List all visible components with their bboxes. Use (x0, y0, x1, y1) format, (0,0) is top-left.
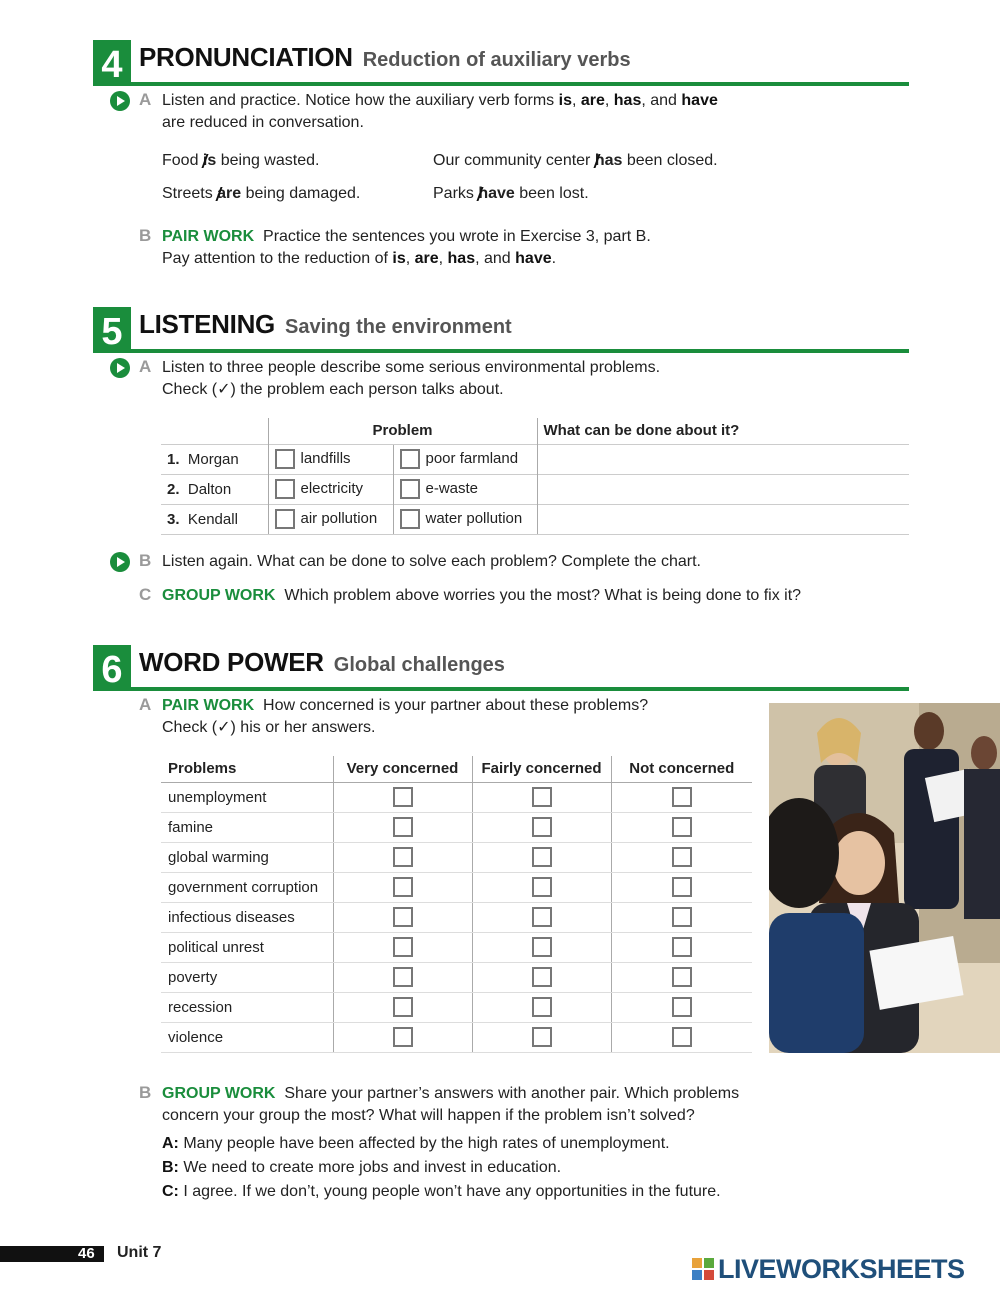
table-row: recession (161, 992, 752, 1022)
checkbox[interactable] (672, 1027, 692, 1047)
section-title: WORD POWER Global challenges (139, 647, 505, 677)
answer-field[interactable] (537, 504, 909, 534)
section-number: 4 (93, 40, 131, 86)
listening-table (161, 418, 909, 535)
table-row: 3. Kendall air pollution water pollution (161, 504, 909, 534)
checkbox[interactable] (400, 479, 420, 499)
exercise-5a-instructions: Listen to three people describe some serious environmental problems. (162, 359, 661, 376)
exercise-6a-instructions-2: Check (✓) his or her answers. (162, 719, 376, 736)
dialog-line: B: We need to create more jobs and invest in education. (162, 1159, 562, 1176)
answer-field[interactable] (537, 444, 909, 474)
pair-work-label: PAIR WORK (162, 228, 255, 245)
checkbox[interactable] (393, 907, 413, 927)
dialog-line: C: I agree. If we don’t, young people won’t have any opportunities in the future. (162, 1183, 721, 1200)
checkbox[interactable] (672, 967, 692, 987)
checkbox[interactable] (672, 847, 692, 867)
table-row: government corruption (161, 872, 752, 902)
exercise-letter: B (139, 1083, 152, 1102)
exercise-6a-instructions: PAIR WORK How concerned is your partner about these problems? (162, 697, 649, 714)
section-subtitle: Reduction of auxiliary verbs (362, 49, 631, 71)
speaker-name: Kendall (187, 510, 238, 528)
table-row: poverty (161, 962, 752, 992)
checkbox[interactable] (672, 817, 692, 837)
checkbox[interactable] (393, 847, 413, 867)
checkbox[interactable] (275, 509, 295, 529)
pair-work-label: PAIR WORK (162, 697, 255, 714)
exercise-letter: C (139, 585, 152, 604)
problems-header: Problems (161, 756, 333, 782)
checkbox[interactable] (275, 449, 295, 469)
exercise-letter: B (139, 226, 152, 245)
exercise-4b-instructions: PAIR WORK Practice the sentences you wrote in Exercise 3, part B. (162, 228, 651, 245)
section-subtitle: Saving the environment (284, 316, 512, 338)
checkbox[interactable] (532, 847, 552, 867)
section-number: 5 (93, 307, 131, 353)
job-interview-photo (769, 703, 1000, 1053)
example-sentence: Our community center has been closed. (433, 152, 718, 169)
word-power-table (161, 756, 752, 1053)
exercise-6b-instructions: GROUP WORK Share your partner’s answers with another pair. Which problems (162, 1085, 740, 1102)
speaker-name: Morgan (187, 450, 239, 468)
answer-field[interactable] (537, 474, 909, 504)
checkbox[interactable] (672, 997, 692, 1017)
page-number: 46 (78, 1245, 95, 1262)
checkbox[interactable] (393, 967, 413, 987)
dialog-line: A: Many people have been affected by the high rates of unemployment. (162, 1135, 670, 1152)
section-number: 6 (93, 645, 131, 691)
unit-label: Unit 7 (117, 1244, 162, 1261)
checkbox[interactable] (672, 787, 692, 807)
table-row: violence (161, 1022, 752, 1052)
exercise-letter: A (139, 90, 152, 109)
example-sentence: Food is being wasted. (162, 152, 320, 169)
photo-illustration (769, 703, 1000, 1053)
audio-play-icon[interactable] (110, 91, 130, 111)
exercise-5c-instructions: GROUP WORK Which problem above worries you the most? What is being done to fix it? (162, 587, 802, 604)
section-rule (131, 349, 909, 353)
section-title: LISTENING Saving the environment (139, 309, 512, 339)
checkbox[interactable] (393, 817, 413, 837)
checkbox[interactable] (532, 907, 552, 927)
audio-play-icon[interactable] (110, 358, 130, 378)
table-row: famine (161, 812, 752, 842)
checkbox[interactable] (532, 967, 552, 987)
exercise-letter: A (139, 357, 152, 376)
checkbox[interactable] (400, 509, 420, 529)
exercise-4a-instructions-2: are reduced in conversation. (162, 114, 364, 131)
what-can-be-done-header: What can be done about it? (537, 418, 909, 444)
checkbox[interactable] (532, 787, 552, 807)
liveworksheets-icon (692, 1258, 714, 1280)
checkbox[interactable] (672, 937, 692, 957)
exercise-5b-instructions: Listen again. What can be done to solve each problem? Complete the chart. (162, 553, 701, 570)
checkbox[interactable] (532, 877, 552, 897)
section-5-header (93, 307, 909, 357)
exercise-4a-instructions: Listen and practice. Notice how the auxiliary verb forms is, are, has, and have (162, 92, 718, 109)
brand-name: LIVEWORKSHEETS (718, 1254, 965, 1284)
checkbox[interactable] (393, 877, 413, 897)
checkbox[interactable] (275, 479, 295, 499)
section-subtitle: Global challenges (333, 654, 505, 676)
example-sentence: Parks have been lost. (433, 185, 589, 202)
checkbox[interactable] (393, 997, 413, 1017)
exercise-4b-instructions-2: Pay attention to the reduction of is, are, has, and have. (162, 250, 557, 267)
example-sentence: Streets are being damaged. (162, 185, 361, 202)
checkbox[interactable] (393, 787, 413, 807)
section-4-header (93, 40, 909, 90)
checkbox[interactable] (532, 1027, 552, 1047)
very-concerned-header: Very concerned (333, 756, 472, 782)
table-row: unemployment (161, 782, 752, 812)
section-rule (131, 82, 909, 86)
checkbox[interactable] (532, 817, 552, 837)
table-row: global warming (161, 842, 752, 872)
exercise-letter: B (139, 551, 152, 570)
checkbox[interactable] (393, 1027, 413, 1047)
exercise-5a-instructions-2: Check (✓) the problem each person talks about. (162, 381, 504, 398)
group-work-label: GROUP WORK (162, 1085, 276, 1102)
table-row: political unrest (161, 932, 752, 962)
table-row: 1. Morgan landfills poor farmland (161, 444, 909, 474)
fairly-concerned-header: Fairly concerned (472, 756, 611, 782)
checkbox[interactable] (532, 937, 552, 957)
exercise-6b-instructions-2: concern your group the most? What will happen if the problem isn’t solved? (162, 1107, 695, 1124)
speaker-name: Dalton (187, 480, 232, 498)
table-row: infectious diseases (161, 902, 752, 932)
audio-play-icon[interactable] (110, 552, 130, 572)
table-row: 2. Dalton electricity e-waste (161, 474, 909, 504)
checkbox[interactable] (672, 907, 692, 927)
group-work-label: GROUP WORK (162, 587, 276, 604)
problem-header: Problem (268, 418, 537, 444)
exercise-letter: A (139, 695, 152, 714)
section-title: PRONUNCIATION Reduction of auxiliary verbs (139, 42, 631, 72)
section-6-header (93, 645, 909, 695)
section-rule (131, 687, 909, 691)
checkbox[interactable] (532, 997, 552, 1017)
checkbox[interactable] (400, 449, 420, 469)
not-concerned-header: Not concerned (611, 756, 752, 782)
checkbox[interactable] (393, 937, 413, 957)
checkbox[interactable] (672, 877, 692, 897)
